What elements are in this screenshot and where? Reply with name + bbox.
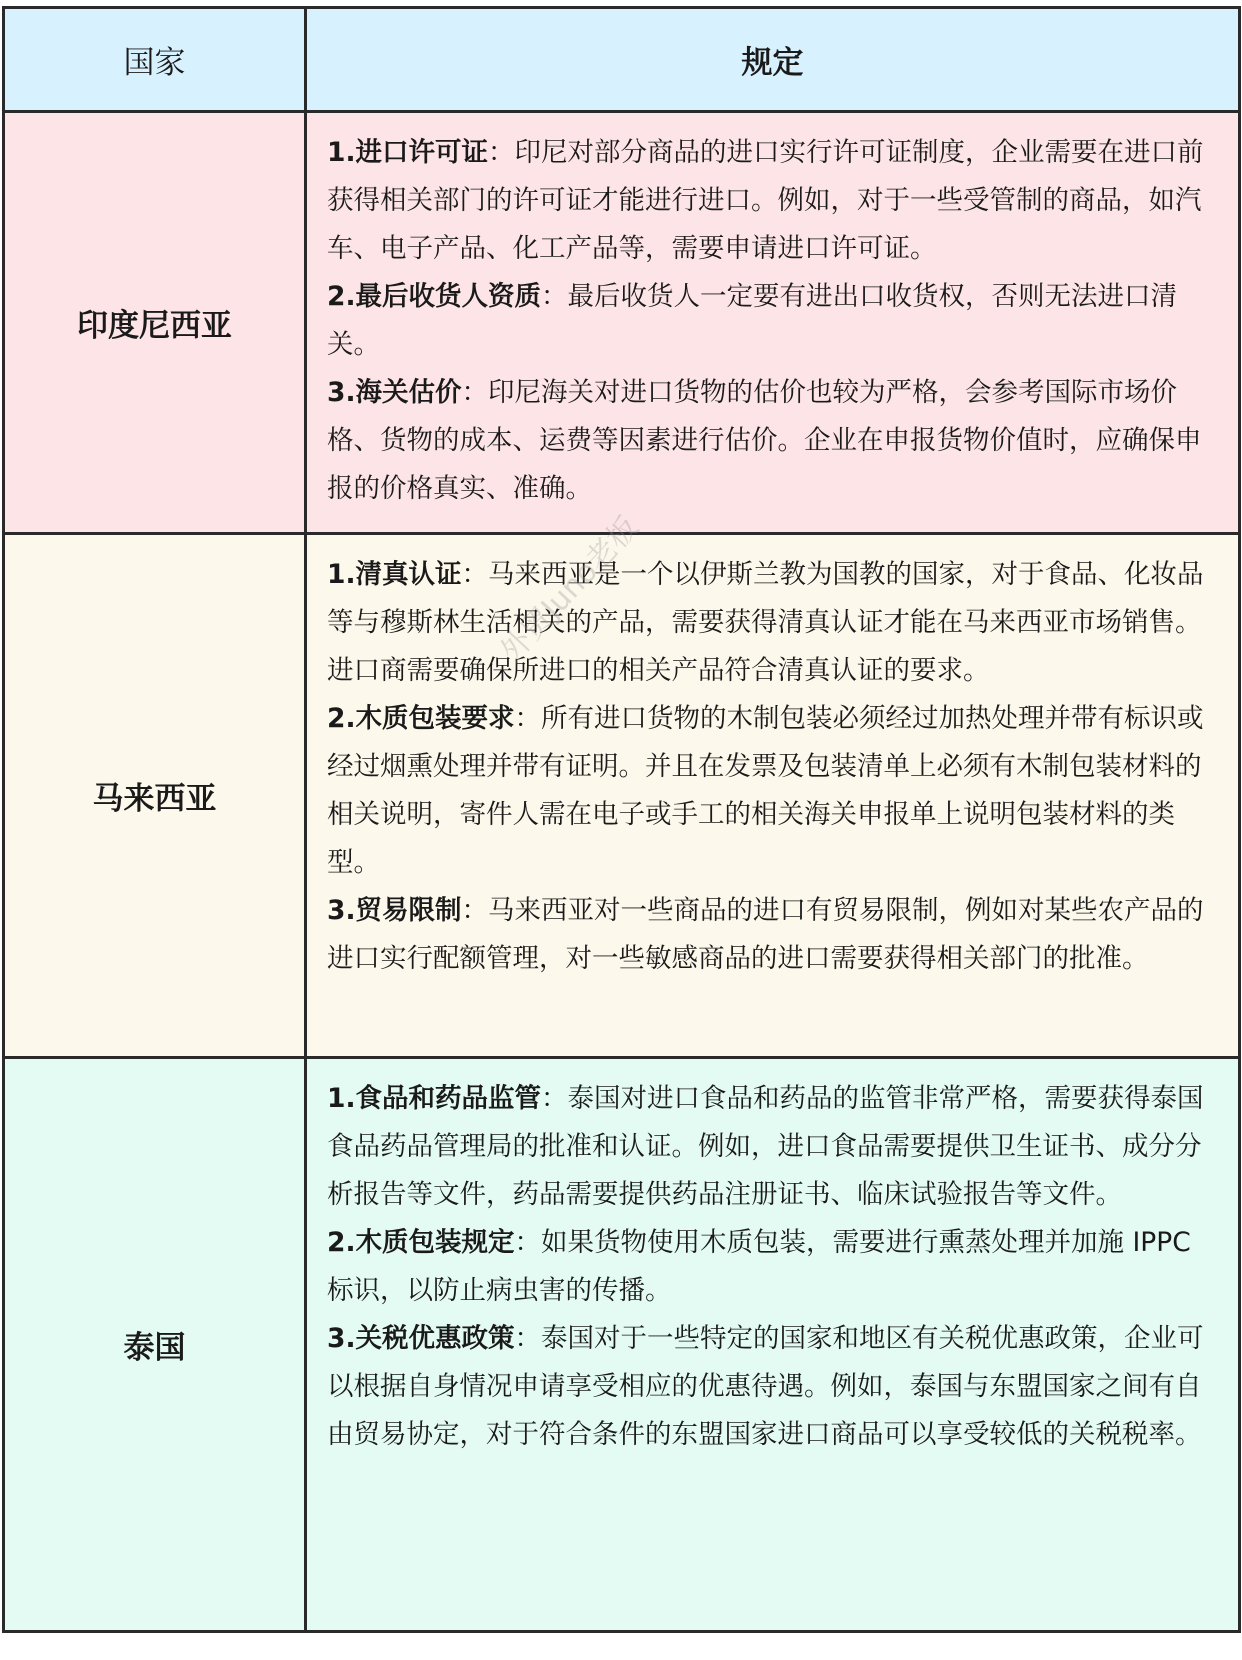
rule-separator: ：	[514, 1323, 542, 1354]
country-cell: 马来西亚	[4, 534, 306, 1058]
rule-title: 1.进口许可证	[327, 137, 489, 168]
rule-separator: ：	[461, 377, 489, 408]
rules-cell	[306, 534, 1240, 1058]
rule-title: 3.贸易限制	[327, 895, 462, 926]
rule-title: 1.清真认证	[327, 559, 462, 590]
rule-text: 最后收货人一定要有进出口收货权，否则无法进口清关。	[327, 281, 1178, 360]
table-row-indonesia	[4, 112, 1240, 534]
watermark: 外贸Juno老板	[493, 509, 646, 670]
rule-title: 2.最后收货人资质	[327, 281, 542, 312]
regulations-table-container	[2, 6, 1238, 1630]
table-row-thailand	[4, 1058, 1240, 1632]
rule-text: 马来西亚对一些商品的进口有贸易限制，例如对某些农产品的进口实行配额管理，对一些敏感商品的进口需要获得相关部门的批准。	[327, 895, 1204, 974]
country-cell: 泰国	[4, 1058, 306, 1632]
rule-item	[327, 1219, 1220, 1315]
rule-title: 3.海关估价	[327, 377, 462, 408]
rule-text: 泰国对于一些特定的国家和地区有关税优惠政策，企业可以根据自身情况申请享受相应的优惠待遇。例如，泰国与东盟国家之间有自由贸易协定，对于符合条件的东盟国家进口商品可以享受较低的关税税率。	[327, 1323, 1204, 1450]
rule-title: 2.木质包装要求	[327, 703, 515, 734]
rule-title: 2.木质包装规定	[327, 1227, 515, 1258]
rule-item	[327, 129, 1220, 273]
rule-item	[327, 1075, 1220, 1219]
rule-separator: ：	[541, 1083, 568, 1114]
rule-text: 印尼海关对进口货物的估价也较为严格，会参考国际市场价格、货物的成本、运费等因素进行估价。企业在申报货物价值时，应确保申报的价格真实、准确。	[327, 377, 1202, 504]
header-country: 国家	[4, 8, 306, 112]
rule-separator: ：	[514, 703, 542, 734]
rule-text: 印尼对部分商品的进口实行许可证制度，企业需要在进口前获得相关部门的许可证才能进行进口。例如，对于一些受管制的商品，如汽车、电子产品、化工产品等，需要申请进口许可证。	[327, 137, 1204, 264]
rules-cell	[306, 112, 1240, 534]
rule-title: 3.关税优惠政策	[327, 1323, 515, 1354]
header-rules: 规定	[306, 8, 1240, 112]
country-cell: 印度尼西亚	[4, 112, 306, 534]
rule-item	[327, 1315, 1220, 1459]
rule-item	[327, 695, 1220, 887]
table-header-row	[4, 8, 1240, 112]
rule-item	[327, 369, 1220, 513]
rule-item	[327, 887, 1220, 983]
rule-text: 所有进口货物的木制包装必须经过加热处理并带有标识或经过烟熏处理并带有证明。并且在发票及包装清单上必须有木制包装材料的相关说明，寄件人需在电子或手工的相关海关申报单上说明包装材料的类型。	[327, 703, 1204, 878]
rule-separator: ：	[541, 281, 568, 312]
rules-cell	[306, 1058, 1240, 1632]
rule-separator: ：	[514, 1227, 542, 1258]
rule-item	[327, 273, 1220, 369]
rule-separator: ：	[488, 137, 515, 168]
regulations-table	[2, 6, 1241, 1633]
rule-text: 马来西亚是一个以伊斯兰教为国教的国家，对于食品、化妆品等与穆斯林生活相关的产品，需要获得清真认证才能在马来西亚市场销售。进口商需要确保所进口的相关产品符合清真认证的要求。	[327, 559, 1204, 686]
table-row-malaysia	[4, 534, 1240, 1058]
rule-text: 泰国对进口食品和药品的监管非常严格，需要获得泰国食品药品管理局的批准和认证。例如，进口食品需要提供卫生证书、成分分析报告等文件，药品需要提供药品注册证书、临床试验报告等文件。	[327, 1083, 1204, 1210]
rule-separator: ：	[461, 895, 489, 926]
rule-text: 如果货物使用木质包装，需要进行熏蒸处理并加施 IPPC 标识，以防止病虫害的传播。	[327, 1227, 1191, 1306]
rule-title: 1.食品和药品监管	[327, 1083, 542, 1114]
rule-separator: ：	[461, 559, 489, 590]
rule-item	[327, 551, 1220, 695]
